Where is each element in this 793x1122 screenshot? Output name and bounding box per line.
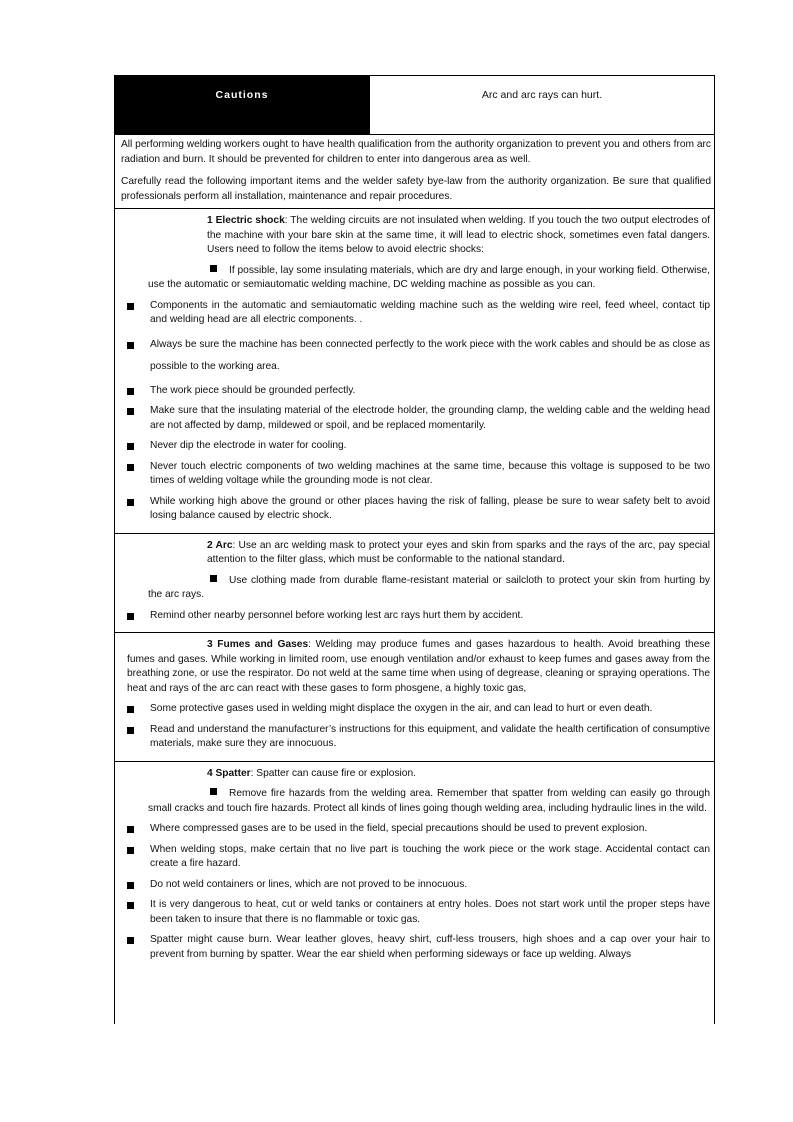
section-title: 2 Arc (207, 539, 233, 551)
section-arc (115, 534, 714, 634)
list-item (148, 574, 710, 603)
bullet-square-icon (127, 464, 134, 471)
bullet-square-icon (127, 408, 134, 415)
bullet-square-icon (127, 443, 134, 450)
list-item (115, 822, 710, 837)
list-item-text: It is very dangerous to heat, cut or weld tanks or containers at entry holes. Does not start work until the proper steps have been taken to insure that there is no flammable or toxic gas. (150, 899, 710, 925)
list-item (115, 878, 710, 893)
list-item-text: Never dip the electrode in water for cooling. (150, 440, 347, 451)
bullet-square-icon (127, 882, 134, 889)
list-item (115, 404, 710, 433)
list-item-text: Do not weld containers or lines, which are not proved to be innocuous. (150, 878, 468, 890)
list-item (115, 609, 710, 624)
bullet-square-icon (210, 265, 217, 272)
section-electric-shock (115, 209, 714, 534)
list-item-text: Remind other nearby personnel before working lest arc rays hurt them by accident. (150, 609, 524, 621)
cautions-label: Cautions (115, 76, 369, 134)
section-title: 4 Spatter (207, 767, 251, 779)
list-item-text: Read and understand the manufacturer’s instructions for this equipment, and validate the health certification of consumptive materials, make sure they are innocuous. (150, 723, 710, 749)
intro-paragraph: All performing welding workers ought to have health qualification from the authority organization to prevent you and others from arc radiation and burn. It should be prevented for children to enter into dangerous area as well. (121, 139, 711, 165)
bullet-square-icon (127, 826, 134, 833)
list-item-text: If possible, lay some insulating materials, which are dry and large enough, in your working field. Otherwise, use the automatic or semiautomatic welding machine, DC welding machine as possible as you can. (148, 264, 710, 290)
list-item (115, 439, 710, 454)
list-item (115, 299, 710, 328)
bullet-square-icon (127, 388, 134, 395)
intro-section (115, 135, 714, 209)
list-item-text: Make sure that the insulating material of the electrode holder, the grounding clamp, the welding cable and the welding head are not affected by damp, mildewed or spoil, and be replaced momentarily. (150, 405, 710, 431)
list-item (115, 334, 710, 378)
list-item (115, 933, 710, 962)
list-item-text: The work piece should be grounded perfectly. (150, 384, 356, 396)
section-lead-text: : Spatter can cause fire or explosion. (250, 767, 416, 779)
list-item-text: When welding stops, make certain that no live part is touching the work piece or the work stage. Accidental contact can create a fire hazard. (150, 843, 710, 869)
bullet-square-icon (127, 727, 134, 734)
section-fumes-gases (115, 633, 714, 762)
section-title: 3 Fumes and Gases (207, 639, 309, 650)
bullet-square-icon (127, 937, 134, 944)
list-item (115, 843, 710, 872)
list-item (115, 702, 710, 717)
section-lead (207, 767, 710, 782)
list-item-text: Never touch electric components of two welding machines at the same time, because this voltage is supposed to be two times of welding voltage while the grounding mode is not clear. (150, 460, 710, 486)
list-item (115, 723, 710, 752)
list-item-text: Always be sure the machine has been connected perfectly to the work piece with the work cables and should be as close as possible to the working area. (150, 338, 710, 372)
bullet-square-icon (127, 499, 134, 506)
list-item (115, 460, 710, 489)
section-lead (207, 539, 710, 568)
list-item (115, 898, 710, 927)
list-item-text: Remove fire hazards from the welding area. Remember that spatter from welding can easily go through small cracks and touch fire hazards. Protect all kinds of lines going though welding area, including hydraulic lines in the wild. (148, 788, 710, 814)
list-item-text: Components in the automatic and semiautomatic welding machine such as the welding wire reel, feed wheel, contact tip and welding head are all electric components. . (150, 299, 710, 325)
section-lead (127, 638, 710, 696)
bullet-square-icon (127, 342, 134, 349)
section-spatter (115, 762, 714, 972)
section-lead-text: : The welding circuits are not insulated when welding. If you touch the two output electrodes of the machine with your bare skin at the same time, it will lead to electric shock, sometimes even fatal dangers. Users need to follow the items below to avoid electric shocks: (207, 215, 710, 255)
bullet-square-icon (210, 575, 217, 582)
cautions-table (114, 75, 715, 1024)
bullet-square-icon (127, 902, 134, 909)
bullet-square-icon (127, 706, 134, 713)
list-item (148, 264, 710, 293)
list-item-text: While working high above the ground or other places having the risk of falling, please be sure to wear safety belt to avoid losing balance caused by electric shock. (150, 495, 710, 521)
section-lead-text: : Use an arc welding mask to protect your eyes and skin from sparks and the rays of the arc, pay special attention to the filter glass, which must be conformable to the national standard. (207, 539, 710, 565)
list-item-text: Some protective gases used in welding might displace the oxygen in the air, and can lead to hurt or even death. (150, 703, 653, 714)
section-lead (207, 214, 710, 258)
list-item-text: Where compressed gases are to be used in the field, special precautions should be used to prevent explosion. (150, 823, 648, 834)
table-header (115, 76, 714, 135)
bullet-square-icon (210, 788, 217, 795)
list-item-text: Spatter might cause burn. Wear leather gloves, heavy shirt, cuff-less trousers, high shoes and a cap over your hair to prevent from burning by spatter. Wear the ear shield when performing sideways or face up welding. Always (150, 934, 710, 960)
list-item-text: Use clothing made from durable flame-resistant material or sailcloth to protect your skin from hurting by the arc rays. (148, 574, 710, 600)
list-item (115, 384, 710, 399)
bullet-square-icon (127, 847, 134, 854)
header-text: Arc and arc rays can hurt. (369, 76, 714, 134)
list-item (148, 787, 710, 816)
section-title: 1 Electric shock (207, 215, 285, 226)
list-item (115, 495, 710, 524)
bullet-square-icon (127, 303, 134, 310)
bullet-square-icon (127, 613, 134, 620)
section-lead-text: : Welding may produce fumes and gases hazardous to health. Avoid breathing these fumes and gases. While working in limited room, use enough ventilation and/or exhaust to keep fumes and gases away from the breathing zone, or use the respirator. Do not weld at the same time when using of degrease, cleaning or spraying operations. The heat and rays of the arc can react with these gases to form phosgene, a highly toxic gas, (127, 639, 710, 694)
intro-paragraph: Carefully read the following important items and the welder safety bye-law from the authority organization. Be sure that qualified professionals perform all installation, maintenance and repair procedures. (121, 176, 711, 202)
